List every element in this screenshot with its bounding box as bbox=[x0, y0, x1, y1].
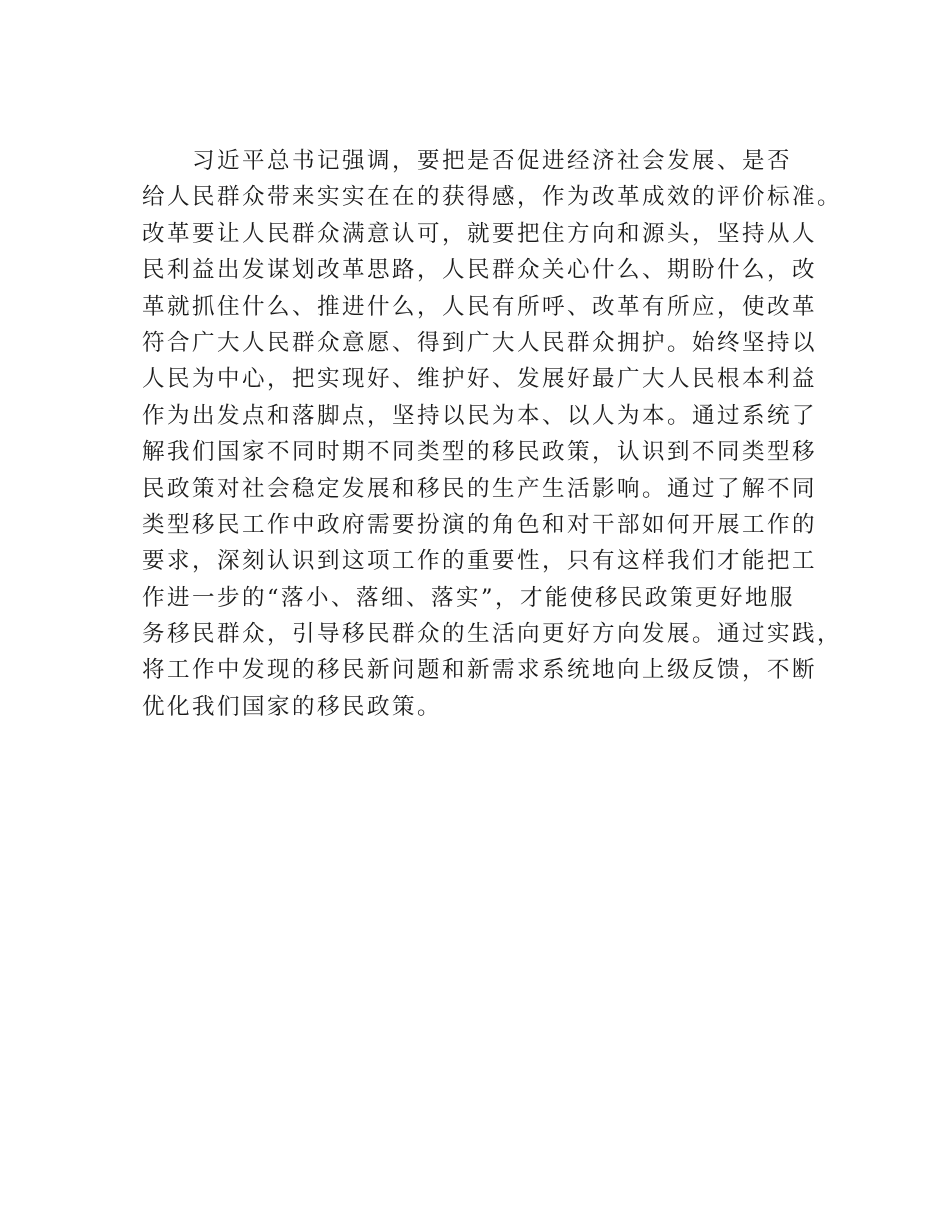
paragraph-line: 作为出发点和落脚点，坚持以民为本、以人为本。通过系统了 bbox=[142, 402, 818, 429]
paragraph-line: 优化我们国家的移民政策。 bbox=[142, 693, 443, 720]
paragraph-line: 符合广大人民群众意愿、得到广大人民群众拥护。始终坚持以 bbox=[142, 329, 818, 356]
paragraph-line: 民利益出发谋划改革思路，人民群众关心什么、期盼什么，改 bbox=[142, 257, 818, 284]
paragraph-line: 类型移民工作中政府需要扮演的角色和对干部如何开展工作的 bbox=[142, 511, 818, 538]
paragraph-line: 给人民群众带来实实在在的获得感，作为改革成效的评价标准。 bbox=[142, 184, 843, 211]
paragraph-line: 民政策对社会稳定发展和移民的生产生活影响。通过了解不同 bbox=[142, 475, 818, 502]
paragraph-line: 改革要让人民群众满意认可，就要把住方向和源头，坚持从人 bbox=[142, 220, 818, 247]
paragraph-line: 要求，深刻认识到这项工作的重要性，只有这样我们才能把工 bbox=[142, 548, 818, 575]
paragraph-line: 解我们国家不同时期不同类型的移民政策，认识到不同类型移 bbox=[142, 439, 818, 466]
paragraph-line: 作进一步的“落小、落细、落实”，才能使移民政策更好地服 bbox=[142, 584, 796, 611]
paragraph-line: 人民为中心，把实现好、维护好、发展好最广大人民根本利益 bbox=[142, 366, 818, 393]
paragraph-line: 革就抓住什么、推进什么，人民有所呼、改革有所应，使改革 bbox=[142, 293, 818, 320]
body-paragraph bbox=[142, 143, 842, 725]
paragraph-line: 习近平总书记强调，要把是否促进经济社会发展、是否 bbox=[192, 148, 793, 174]
paragraph-line: 将工作中发现的移民新问题和新需求系统地向上级反馈，不断 bbox=[142, 657, 818, 684]
paragraph-line: 务移民群众，引导移民群众的生活向更好方向发展。通过实践， bbox=[142, 621, 843, 648]
